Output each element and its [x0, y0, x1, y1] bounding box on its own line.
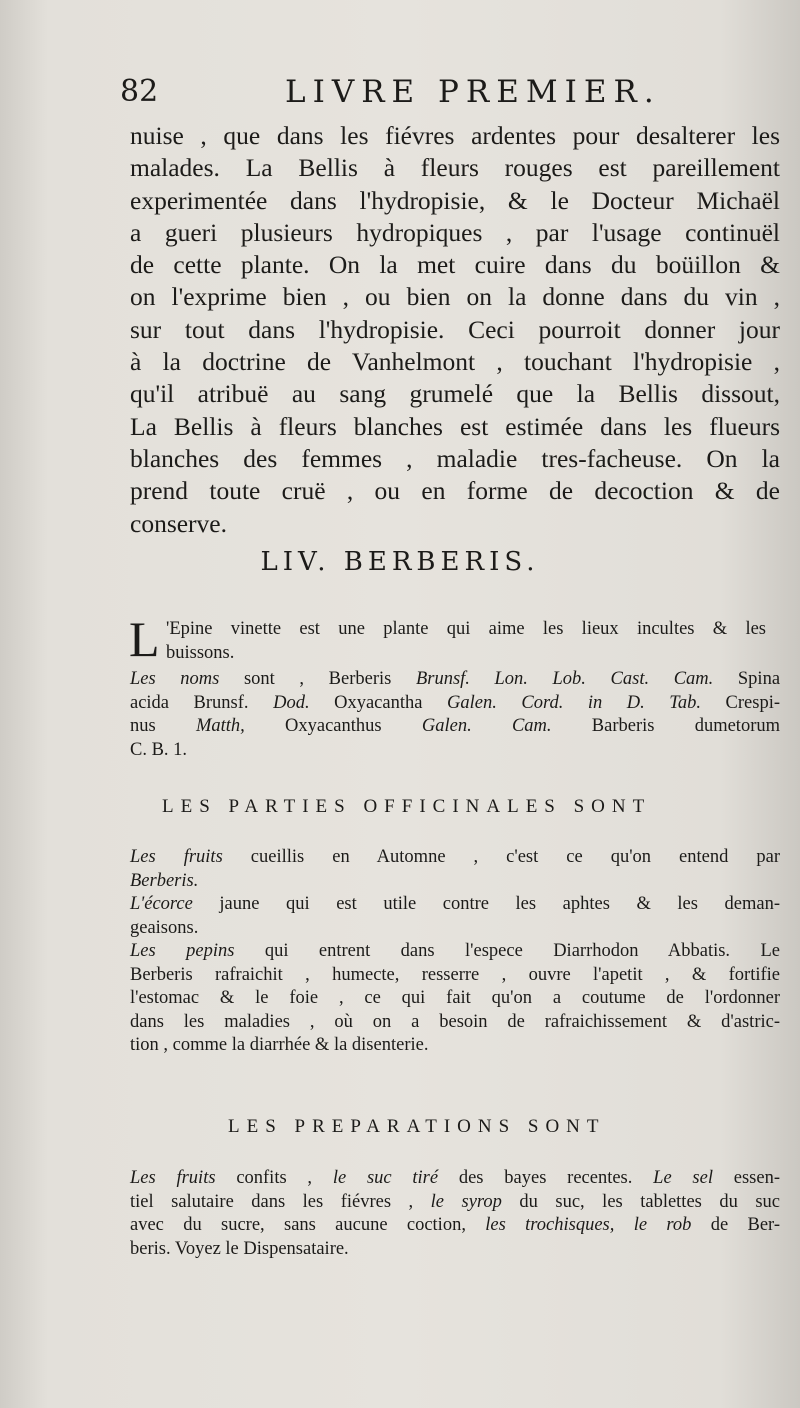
text-line: avec du sucre, sans aucune coction, les trochisques, le rob de Ber-	[130, 1215, 780, 1235]
parties-paragraph	[130, 846, 780, 1058]
text-line: La Bellis à fleurs blanches est estimée dans les flueurs	[130, 411, 780, 441]
italic-term: Brunsf. Lon. Lob. Cast. Cam.	[415, 669, 714, 689]
running-title: LIVRE PREMIER.	[285, 74, 661, 110]
text-line: blanches des femmes , maladie tres-facheuse. On la	[130, 443, 780, 473]
italic-term: Galen. Cam.	[421, 716, 552, 736]
italic-term: Berberis.	[130, 870, 199, 891]
drop-cap: L	[129, 611, 160, 667]
text-line: qu'il atribuë au sang grumelé que la Bellis dissout,	[130, 379, 780, 409]
italic-term: Matth,	[195, 716, 245, 736]
italic-term: Les fruits	[130, 847, 223, 867]
text-line: l'estomac & le foie , ce qui fait qu'on a coutume de l'ordonner	[130, 988, 780, 1008]
italic-term: Les fruits	[130, 1168, 216, 1188]
text-line: nuise , que dans les fiévres ardentes pour desalterer les	[130, 121, 780, 150]
text-line: malades. La Bellis à fleurs rouges est pareillement	[130, 153, 780, 183]
parties-title: LES PARTIES OFFICINALES SONT	[162, 796, 652, 817]
text-line: à la doctrine de Vanhelmont , touchant l'hydropisie ,	[130, 347, 780, 377]
text-line: Berberis rafraichit , humecte, resserre , ouvre l'apetit , & fortifie	[130, 964, 780, 985]
text-line: prend toute cruë , ou en forme de decoction & de	[130, 476, 780, 506]
text-line: a gueri plusieurs hydropiques , par l'usage continuël	[130, 217, 780, 247]
text-line: geaisons.	[130, 917, 199, 938]
italic-term: L'écorce	[130, 894, 193, 914]
italic-term: le rob	[633, 1215, 692, 1235]
text-line: nus Matth, Oxyacanthus Galen. Cam. Barberis dumetorum	[130, 716, 780, 736]
section-title: LIV. BERBERIS.	[260, 547, 540, 577]
text-line: de cette plante. On la met cuire dans du boüillon &	[130, 250, 780, 280]
page-number: 82	[120, 74, 159, 109]
text-line: on l'exprime bien , ou bien on la donne dans du vin ,	[130, 282, 780, 312]
italic-term: Le sel	[653, 1168, 713, 1188]
text-line: sur tout dans l'hydropisie. Ceci pourroit donner jour	[130, 314, 780, 344]
text-line: beris. Voyez le Dispensataire.	[130, 1238, 349, 1259]
text-line: Les noms sont , Berberis Brunsf. Lon. Lob. Cast. Cam. Spina	[130, 669, 781, 689]
italic-term: les trochisques,	[485, 1215, 615, 1235]
text-line: Les fruits cueillis en Automne , c'est ce qu'on entend par	[130, 847, 780, 867]
definition-paragraph	[166, 618, 766, 665]
italic-term: Galen. Cord. in D. Tab.	[446, 692, 701, 713]
italic-term: Les noms	[130, 669, 220, 689]
text-line: tiel salutaire dans les fiévres , le syrop du suc, les tablettes du suc	[130, 1191, 780, 1212]
text-line: Les pepins qui entrent dans l'espece Diarrhodon Abbatis. Le	[130, 941, 780, 961]
preparations-paragraph	[130, 1167, 780, 1261]
italic-term: Les pepins	[130, 941, 235, 961]
intro-paragraph	[130, 120, 780, 540]
text-line: 'Epine vinette est une plante qui aime les lieux incultes & les	[166, 619, 766, 639]
text-line: acida Brunsf. Dod. Oxyacantha Galen. Cord. in D. Tab. Crespi-	[130, 692, 780, 713]
text-line: buissons.	[166, 642, 235, 663]
text-line: tion , comme la diarrhée & la disenterie.	[130, 1035, 429, 1055]
text-line: dans les maladies , où on a besoin de rafraichissement & d'astric-	[130, 1011, 780, 1032]
text-line: L'écorce jaune qui est utile contre les aphtes & les deman-	[130, 894, 780, 914]
italic-term: le syrop	[430, 1191, 502, 1212]
text-line: Les fruits confits , le suc tiré des bayes recentes. Le sel essen-	[130, 1168, 780, 1188]
preparations-title: LES PREPARATIONS SONT	[228, 1116, 606, 1137]
text-line: experimentée dans l'hydropisie, & le Docteur Michaël	[130, 185, 780, 215]
text-line: C. B. 1.	[130, 739, 188, 760]
italic-term: le suc tiré	[332, 1168, 439, 1188]
italic-term: Dod.	[273, 692, 310, 713]
names-paragraph	[130, 668, 780, 762]
text-line	[130, 870, 780, 894]
text-line: conserve.	[130, 508, 227, 538]
